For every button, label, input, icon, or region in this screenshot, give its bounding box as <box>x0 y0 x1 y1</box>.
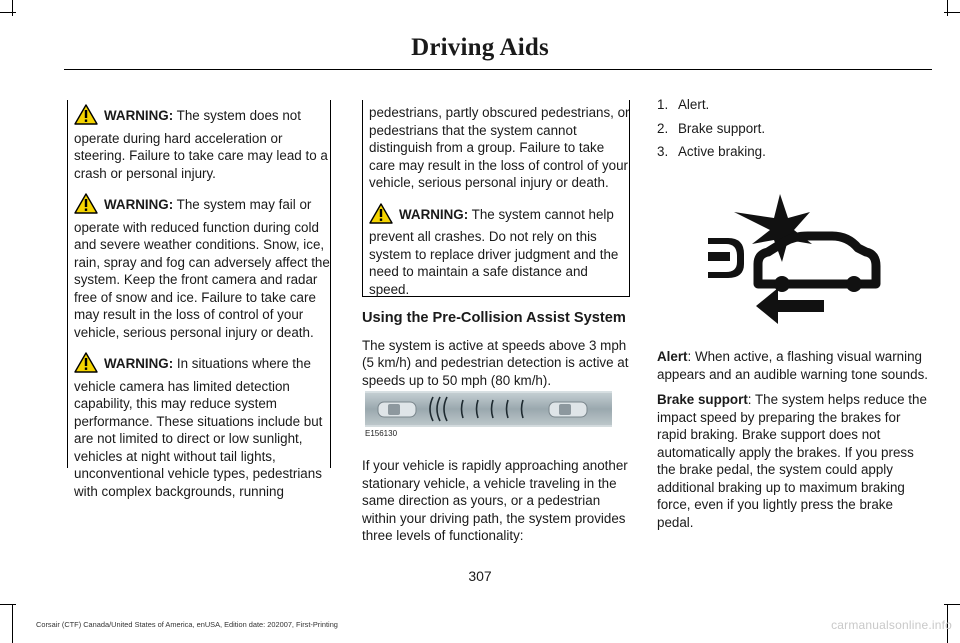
warning-label: WARNING: <box>104 197 174 212</box>
warning-triangle-icon <box>74 193 98 219</box>
watermark: carmanualsonline.info <box>831 618 952 632</box>
column-3-descriptions <box>657 348 929 531</box>
footer-edition-info: Corsair (CTF) Canada/United States of America, enUSA, Edition date: 202007, First-Printing <box>36 620 338 629</box>
radar-figure-svg <box>365 391 612 427</box>
paragraph-speeds: The system is active at speeds above 3 mph (5 km/h) and pedestrian detection is active at speeds up to 50 mph (80 km/h). <box>362 337 629 388</box>
paragraph-functionality: If your vehicle is rapidly approaching another stationary vehicle, a vehicle traveling in the same direction as yours, or a pedestrian within your driving path, the system provides three levels of functionality: <box>362 458 628 543</box>
functionality-list <box>657 96 929 161</box>
list-number: 2. <box>657 120 669 136</box>
crop-mark-top-left-h <box>0 12 16 13</box>
warning-text: In situations where the vehicle camera has limited detection capability, this may reduce system performance. These situations include but are not limited to direct or low sunlight, vehicles at night without tail lights, unconventional vehicle types, pedestrians with complex backgrounds, running <box>74 356 323 499</box>
warning-continued-text: pedestrians, partly obscured pedestrians, or pedestrians that the system cannot distinguish from a group. Failure to take care may result in the loss of control of your vehicle, serious personal injury or death. <box>369 105 630 190</box>
section-heading: Using the Pre-Collision Assist System <box>362 310 626 326</box>
crop-mark-bottom-left-h <box>0 604 16 605</box>
list-number: 3. <box>657 144 669 159</box>
collision-warning-svg <box>700 192 884 332</box>
crop-mark-bottom-left-v <box>12 604 13 643</box>
list-item <box>657 96 929 114</box>
own-car-icon <box>378 402 416 417</box>
warning-4 <box>369 203 631 299</box>
figure-radar-illustration <box>365 391 612 427</box>
list-text: Alert. <box>678 97 710 112</box>
brake-support-paragraph <box>657 391 929 531</box>
warning-triangle-icon <box>74 104 98 130</box>
section-pre-collision <box>362 310 632 389</box>
header-divider <box>64 69 932 70</box>
warning-text: The system cannot help prevent all crashes. Do not rely on this system to replace driver judgment and the need to maintain a safe distance and speed. <box>369 206 619 297</box>
page-title: Driving Aids <box>411 34 549 61</box>
column-1 <box>74 104 330 500</box>
crop-mark-top-left-v <box>12 0 13 16</box>
brake-support-term: Brake support <box>657 392 748 407</box>
brake-support-text: : The system helps reduce the impact speed by preparing the brakes for rapid braking. Brake support does not automatically apply the brakes. If you press the brake pedal, the system could apply additional braking up to maximum braking force, even if you lightly press the brake pedal. <box>657 392 927 530</box>
warning-label: WARNING: <box>399 206 469 222</box>
paragraph-functionality-wrap <box>362 457 634 545</box>
alert-term: Alert <box>657 349 688 364</box>
list-text: Active braking. <box>678 144 766 159</box>
warning-triangle-icon <box>74 352 98 378</box>
warning-label: WARNING: <box>104 108 174 123</box>
page-number: 307 <box>468 568 492 584</box>
warning-label: WARNING: <box>104 356 174 371</box>
collision-warning-icon <box>700 192 884 332</box>
warning-3 <box>74 352 330 500</box>
target-car-icon <box>549 402 587 417</box>
column-2 <box>369 104 631 298</box>
warning-text: The system may fail or operate with reduced function during cold and severe weather conditions. Snow, ice, rain, spray and fog can adversely affect the system. Keep the front camera and radar free of snow and ice. Failure to take care may result in the loss of control of your vehicle, serious personal injury or death. <box>74 197 330 340</box>
alert-text: : When active, a flashing visual warning appears and an audible warning tone sounds. <box>657 349 928 382</box>
list-text: Brake support. <box>678 120 766 136</box>
warning-2 <box>74 193 330 341</box>
warning-text: The system does not operate during hard acceleration or steering. Failure to take care may lead to a crash or personal injury. <box>74 108 328 181</box>
warning-triangle-icon <box>369 203 393 229</box>
list-item <box>657 120 929 138</box>
column-3 <box>657 96 929 167</box>
alert-paragraph <box>657 348 929 383</box>
crop-mark-top-right-v <box>947 0 948 16</box>
figure-label: E156130 <box>365 429 398 438</box>
warning-1 <box>74 104 330 182</box>
list-item <box>657 143 929 161</box>
list-number: 1. <box>657 97 669 112</box>
